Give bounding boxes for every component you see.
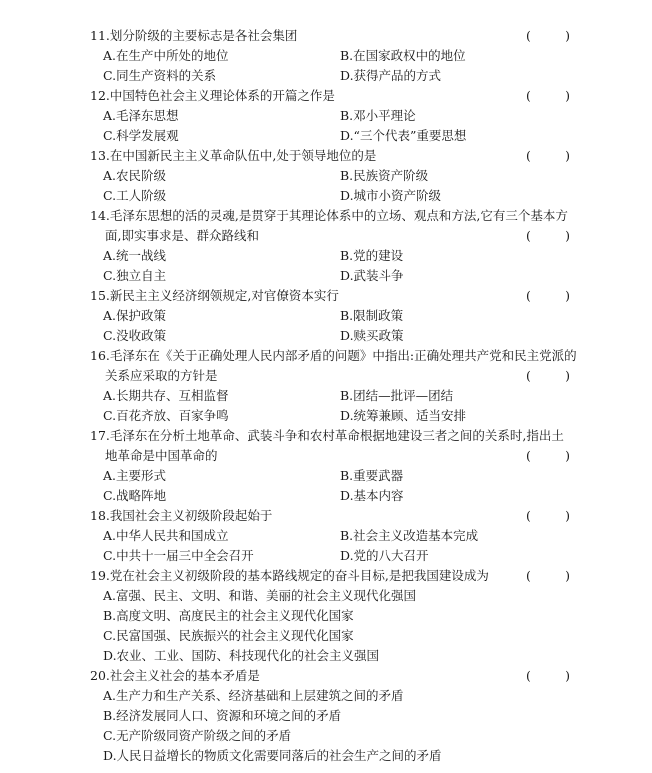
question-stem: 18.我国社会主义初级阶段起始于	[90, 508, 273, 523]
bracket-close: )	[565, 228, 570, 243]
answer-option: C.民富国强、民族振兴的社会主义现代化国家	[103, 628, 354, 643]
answer-bracket	[526, 286, 570, 306]
bracket-close: )	[565, 668, 570, 683]
answer-option: D.武装斗争	[340, 268, 404, 283]
bracket-close: )	[565, 508, 570, 523]
question-stem: 20.社会主义社会的基本矛盾是	[90, 668, 260, 683]
answer-option: A.中华人民共和国成立	[103, 528, 229, 543]
question-stem-continuation: 面,即实事求是、群众路线和	[105, 228, 259, 243]
answer-option: C.科学发展观	[103, 128, 179, 143]
bracket-open: (	[526, 508, 531, 523]
answer-option: A.保护政策	[103, 308, 167, 323]
answer-option: A.毛泽东思想	[103, 108, 179, 123]
bracket-close: )	[565, 88, 570, 103]
answer-option: B.经济发展同人口、资源和环境之间的矛盾	[103, 708, 342, 723]
answer-option: D.获得产品的方式	[340, 68, 442, 83]
answer-option: A.富强、民主、文明、和谐、美丽的社会主义现代化强国	[103, 588, 417, 603]
answer-option: B.限制政策	[340, 308, 404, 323]
answer-option: D.统筹兼顾、适当安排	[340, 408, 467, 423]
answer-bracket	[526, 26, 570, 46]
bracket-close: )	[565, 368, 570, 383]
question-stem-continuation: 地革命是中国革命的	[105, 448, 218, 463]
answer-option: A.统一战线	[103, 248, 167, 263]
answer-bracket	[526, 506, 570, 526]
question-stem-continuation: 关系应采取的方针是	[105, 368, 218, 383]
bracket-close: )	[565, 448, 570, 463]
answer-option: A.农民阶级	[103, 168, 167, 183]
answer-option: C.无产阶级同资产阶级之间的矛盾	[103, 728, 292, 743]
question-stem: 19.党在社会主义初级阶段的基本路线规定的奋斗目标,是把我国建设成为	[90, 568, 489, 583]
answer-option: D.城市小资产阶级	[340, 188, 442, 203]
answer-option: B.团结—批评—团结	[340, 388, 454, 403]
bracket-close: )	[565, 568, 570, 583]
answer-bracket	[526, 666, 570, 686]
answer-bracket	[526, 366, 570, 386]
answer-option: C.工人阶级	[103, 188, 167, 203]
answer-option: D.“三个代表”重要思想	[340, 128, 467, 143]
answer-option: B.邓小平理论	[340, 108, 416, 123]
answer-option: D.人民日益增长的物质文化需要同落后的社会生产之间的矛盾	[103, 748, 442, 763]
bracket-close: )	[565, 288, 570, 303]
answer-option: C.没收政策	[103, 328, 167, 343]
question-stem: 17.毛泽东在分析土地革命、武装斗争和农村革命根据地建设三者之间的关系时,指出土	[90, 428, 564, 443]
answer-option: D.党的八大召开	[340, 548, 429, 563]
bracket-close: )	[565, 148, 570, 163]
answer-option: D.农业、工业、国防、科技现代化的社会主义强国	[103, 648, 380, 663]
answer-bracket	[526, 226, 570, 246]
bracket-open: (	[526, 88, 531, 103]
bracket-open: (	[526, 668, 531, 683]
bracket-open: (	[526, 448, 531, 463]
answer-option: B.民族资产阶级	[340, 168, 429, 183]
answer-option: B.在国家政权中的地位	[340, 48, 466, 63]
answer-option: A.主要形式	[103, 468, 167, 483]
answer-option: D.赎买政策	[340, 328, 404, 343]
answer-bracket	[526, 146, 570, 166]
answer-option: B.高度文明、高度民主的社会主义现代化国家	[103, 608, 354, 623]
answer-option: B.党的建设	[340, 248, 404, 263]
answer-option: B.社会主义改造基本完成	[340, 528, 479, 543]
question-stem: 16.毛泽东在《关于正确处理人民内部矛盾的问题》中指出:正确处理共产党和民主党派的	[90, 348, 577, 363]
bracket-open: (	[526, 148, 531, 163]
question-stem: 13.在中国新民主主义革命队伍中,处于领导地位的是	[90, 148, 377, 163]
answer-option: A.长期共存、互相监督	[103, 388, 229, 403]
answer-bracket	[526, 86, 570, 106]
answer-bracket	[526, 446, 570, 466]
bracket-close: )	[565, 28, 570, 43]
answer-bracket	[526, 566, 570, 586]
answer-option: A.生产力和生产关系、经济基础和上层建筑之间的矛盾	[103, 688, 404, 703]
answer-option: C.中共十一届三中全会召开	[103, 548, 254, 563]
answer-option: B.重要武器	[340, 468, 404, 483]
question-stem: 11.划分阶级的主要标志是各社会集团	[90, 28, 298, 43]
bracket-open: (	[526, 228, 531, 243]
question-stem: 14.毛泽东思想的活的灵魂,是贯穿于其理论体系中的立场、观点和方法,它有三个基本方	[90, 208, 568, 223]
bracket-open: (	[526, 28, 531, 43]
bracket-open: (	[526, 368, 531, 383]
answer-option: D.基本内容	[340, 488, 404, 503]
answer-option: A.在生产中所处的地位	[103, 48, 229, 63]
answer-option: C.百花齐放、百家争鸣	[103, 408, 229, 423]
bracket-open: (	[526, 288, 531, 303]
question-stem: 15.新民主主义经济纲领规定,对官僚资本实行	[90, 288, 339, 303]
answer-option: C.战略阵地	[103, 488, 167, 503]
answer-option: C.同生产资料的关系	[103, 68, 217, 83]
answer-option: C.独立自主	[103, 268, 167, 283]
question-stem: 12.中国特色社会主义理论体系的开篇之作是	[90, 88, 335, 103]
bracket-open: (	[526, 568, 531, 583]
